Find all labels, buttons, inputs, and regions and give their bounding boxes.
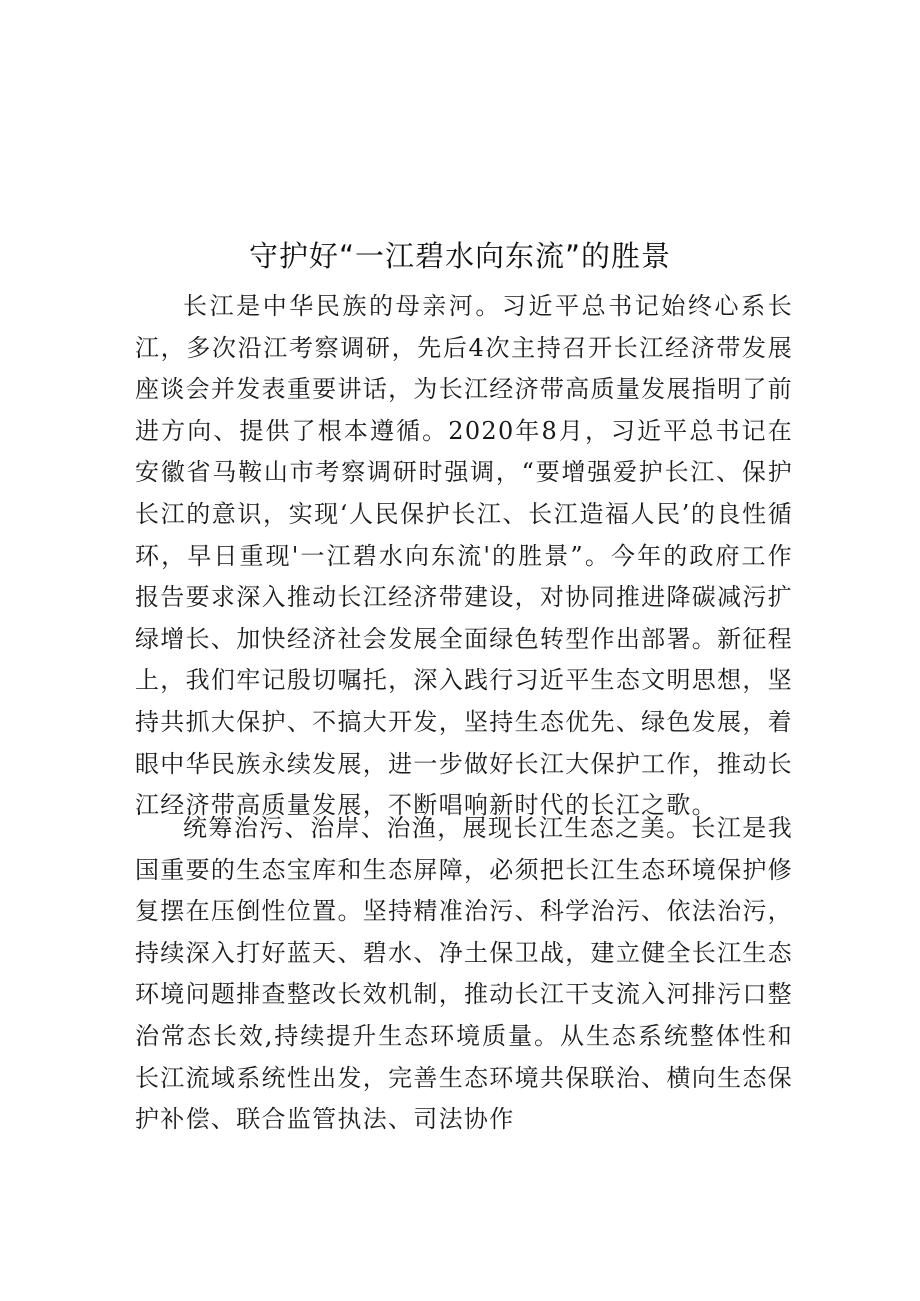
document-title: 守护好“一江碧水向东流”的胜景	[248, 239, 672, 273]
paragraph-2: 统筹治污、治岸、治渔，展现长江生态之美。长江是我国重要的生态宝库和生态屏障，必须把长江生态环境保护修复摆在压倒性位置。坚持精准治污、科学治污、依法治污，持续深入打好蓝天、碧水、净土保卫战，建立健全长江生态环境问题排查整改长效机制，推动长江干支流入河排污口整治常态长效,持续提升生态环境质量。从生态系统整体性和长江流域系统性出发，完善生态环境共保联治、横向生态保护补偿、联合监管执法、司法协作	[135, 814, 793, 1134]
paragraph-1: 长江是中华民族的母亲河。习近平总书记始终心系长江，多次沿江考察调研，先后4次主持召开长江经济带发展座谈会并发表重要讲话，为长江经济带高质量发展指明了前进方向、提供了根本遵循。2020年8月，习近平总书记在安徽省马鞍山市考察调研时强调，“要增强爱护长江、保护长江的意识，实现‘人民保护长江、长江造福人民’的良性循环，早日重现'一江碧水向东流'的胜景”。今年的政府工作报告要求深入推动长江经济带建设，对协同推进降碳减污扩绿增长、加快经济社会发展全面绿色转型作出部署。新征程上，我们牢记殷切嘱托，深入践行习近平生态文明思想，坚持共抓大保护、不搞大开发，坚持生态优先、绿色发展，着眼中华民族永续发展，进一步做好长江大保护工作，推动长江经济带高质量发展，不断唱响新时代的长江之歌。	[135, 292, 793, 820]
